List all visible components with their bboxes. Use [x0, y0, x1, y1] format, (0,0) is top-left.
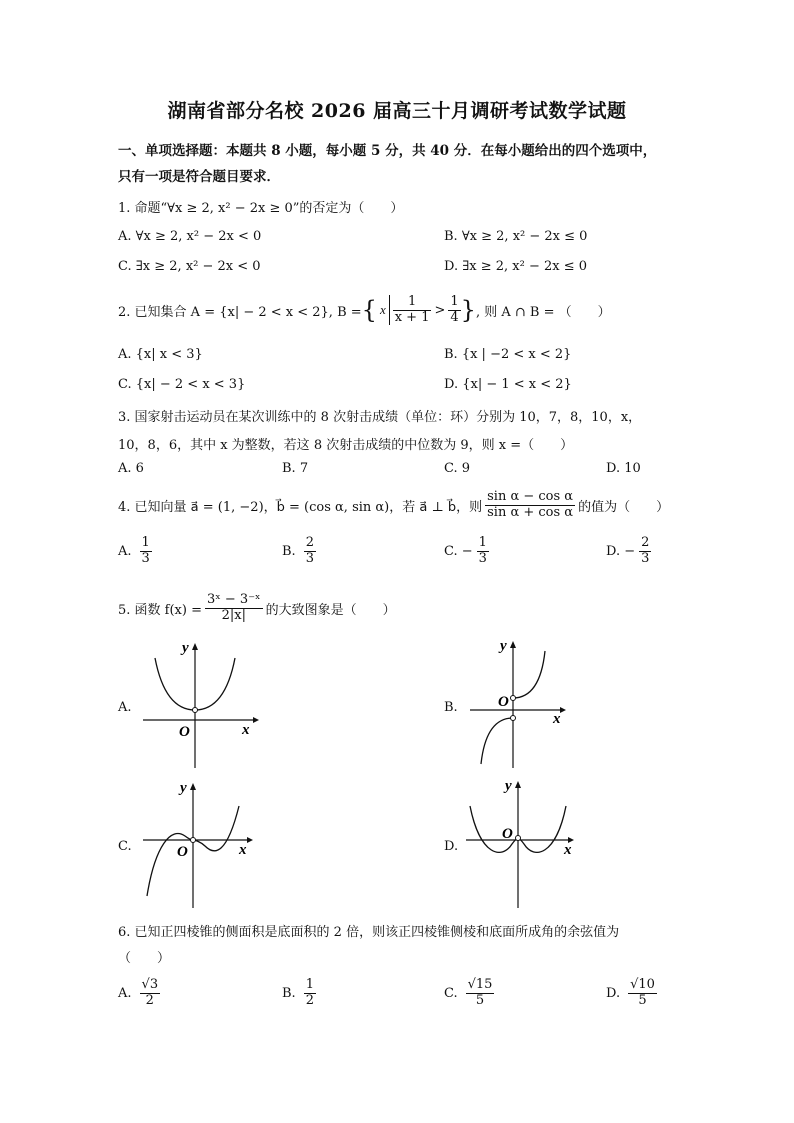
q6-line2: （ ） [118, 951, 171, 966]
q4-option-d-label: D. − [606, 543, 636, 559]
q4-option-d-den: 3 [641, 550, 650, 566]
q6-option-c [444, 978, 494, 1009]
q5-stem [118, 588, 396, 628]
q4-option-a-label: A. [118, 543, 132, 559]
q6-option-b-num: 1 [305, 977, 314, 992]
q2-option-a: A. {x| x < 3} [118, 347, 203, 362]
q6-option-a-fraction [140, 978, 161, 1009]
q1-option-b: B. ∀x ≥ 2, x² − 2x ≤ 0 [444, 229, 588, 244]
q5-fraction-den: 2|x| [221, 607, 246, 623]
section-heading-line2: 只有一项是符合题目要求． [118, 169, 280, 185]
q5-option-d-label: D. [444, 839, 459, 854]
q2-gt: > [434, 302, 446, 318]
q2-brace-left: { [361, 296, 377, 324]
q5-fraction [205, 593, 263, 624]
q2-fraction-2-den: 4 [450, 309, 459, 325]
q2-fraction-2 [448, 295, 460, 326]
q4-option-d [606, 536, 651, 567]
q5-graph-a-y-label: y [182, 640, 189, 656]
q2-set-variable: x [379, 302, 386, 317]
q5-graph-d-x-label: x [564, 842, 572, 858]
q1-option-c: C. ∃x ≥ 2, x² − 2x < 0 [118, 259, 261, 274]
q5-option-b-label: B. [444, 700, 458, 715]
q4-option-b-num: 2 [305, 535, 314, 550]
q6-option-b [282, 978, 316, 1009]
q3-option-d: D. 10 [606, 461, 641, 476]
q4-fraction [485, 490, 575, 521]
q1-option-a: A. ∀x ≥ 2, x² − 2x < 0 [118, 229, 262, 244]
q4-option-b-fraction [304, 536, 316, 567]
q6-option-d-fraction [628, 978, 657, 1009]
q2-fraction-2-num: 1 [450, 293, 459, 309]
q5-stem-start: 5. 函数 f(x) = [118, 602, 202, 618]
q4-option-a-den: 3 [141, 550, 150, 566]
q5-graph-b-x-label: x [553, 711, 561, 727]
q4-fraction-num: sin α − cos α [487, 488, 574, 504]
q6-line1: 6. 已知正四棱锥的侧面积是底面积的 2 倍，则该正四棱锥侧棱和底面所成角的余弦值为 [118, 925, 620, 940]
q2-option-d: D. {x| − 1 < x < 2} [444, 377, 572, 392]
q6-option-a-label: A. [118, 985, 132, 1001]
q6-option-a [118, 978, 160, 1009]
q5-graph-c-x-label: x [239, 842, 247, 858]
q5-stem-end: 的大致图象是（ ） [265, 602, 396, 618]
q5-graph-d-y-label: y [505, 778, 512, 794]
q5-option-c-label: C. [118, 839, 132, 854]
section-heading-line1: 一、单项选择题：本题共 8 小题，每小题 5 分，共 40 分．在每小题给出的四个选项中， [118, 143, 657, 159]
q2-stem-start: 2. 已知集合 A = {x| − 2 < x < 2}, B = [118, 304, 362, 320]
q4-option-c-label: C. − [444, 543, 473, 559]
q5-graph-c [135, 776, 265, 911]
q5-graph-d [460, 776, 580, 911]
q5-fraction-num: 3ˣ − 3⁻ˣ [206, 591, 261, 607]
q2-fraction-1-num: 1 [393, 295, 432, 311]
q5-graph-c-y-label: y [180, 780, 187, 796]
q6-option-d-num: √10 [630, 977, 655, 992]
q4-fraction-den: sin α + cos α [487, 504, 574, 520]
q4-option-c-num: 1 [478, 535, 487, 550]
q6-option-d [606, 978, 657, 1009]
q4-option-c-den: 3 [478, 550, 487, 566]
q2-fraction-1 [393, 295, 432, 326]
q2-option-c: C. {x| − 2 < x < 3} [118, 377, 246, 392]
q6-option-b-label: B. [282, 985, 296, 1001]
q4-option-b-label: B. [282, 543, 296, 559]
q6-option-a-den: 2 [145, 992, 154, 1008]
q5-graph-b-origin-label: O [498, 694, 509, 710]
q3-line2: 10，8，6，其中 x 为整数，若这 8 次射击成绩的中位数为 9，则 x =（ ） [118, 438, 574, 453]
q3-option-a: A. 6 [118, 461, 144, 476]
q4-option-d-fraction [639, 536, 651, 567]
page-title: 湖南省部分名校 2026 届高三十月调研考试数学试题 [167, 100, 627, 122]
q5-graph-d-origin-label: O [502, 826, 513, 842]
q4-stem-end: 的值为（ ） [578, 499, 670, 515]
q2-set-bar [389, 295, 390, 325]
q6-option-c-num: √15 [467, 977, 493, 992]
q3-line1: 3. 国家射击运动员在某次训练中的 8 次射击成绩（单位：环）分别为 10，7，8，10，x， [118, 410, 642, 425]
q6-option-b-den: 2 [305, 992, 314, 1008]
q4-option-c-fraction [477, 536, 489, 567]
q2-option-b: B. {x | −2 < x < 2} [444, 347, 572, 362]
q1-stem: 1. 命题“∀x ≥ 2, x² − 2x ≥ 0”的否定为（ ） [118, 201, 404, 216]
q5-graph-a [135, 638, 265, 773]
q6-option-b-fraction [304, 978, 316, 1009]
q5-graph-a-origin-label: O [179, 724, 190, 740]
q1-option-d: D. ∃x ≥ 2, x² − 2x ≤ 0 [444, 259, 588, 274]
q4-option-a [118, 536, 152, 567]
q3-option-b: B. 7 [282, 461, 309, 476]
q6-option-d-den: 5 [638, 992, 647, 1008]
q4-option-a-num: 1 [141, 535, 150, 550]
q5-option-a-label: A. [118, 700, 132, 715]
q4-option-a-fraction [140, 536, 152, 567]
q5-graph-c-origin-label: O [177, 844, 188, 860]
q4-option-b [282, 536, 316, 567]
q2-fraction-1-den: x + 1 [394, 309, 430, 325]
q4-option-d-num: 2 [641, 535, 650, 550]
q2-stem-end: , 则 A ∩ B = （ ） [475, 304, 611, 320]
q3-option-c: C. 9 [444, 461, 471, 476]
q4-option-b-den: 3 [305, 550, 314, 566]
q6-option-c-label: C. [444, 985, 458, 1001]
q2-stem [118, 290, 611, 330]
q4-stem [118, 485, 669, 525]
q6-option-c-fraction [466, 978, 495, 1009]
q5-graph-b-y-label: y [500, 638, 507, 654]
q5-graph-b [460, 636, 575, 773]
q4-stem-start: 4. 已知向量 a⃗ = (1, −2)，b⃗ = (cos α, sin α)，若 a⃗ ⊥ b⃗，则 [118, 499, 483, 515]
q4-option-c [444, 536, 489, 567]
q5-graph-a-x-label: x [242, 722, 250, 738]
q6-option-d-label: D. [606, 985, 621, 1001]
q2-brace-right: } [460, 296, 476, 324]
q6-option-c-den: 5 [475, 992, 485, 1008]
q6-option-a-num: √3 [141, 977, 159, 992]
